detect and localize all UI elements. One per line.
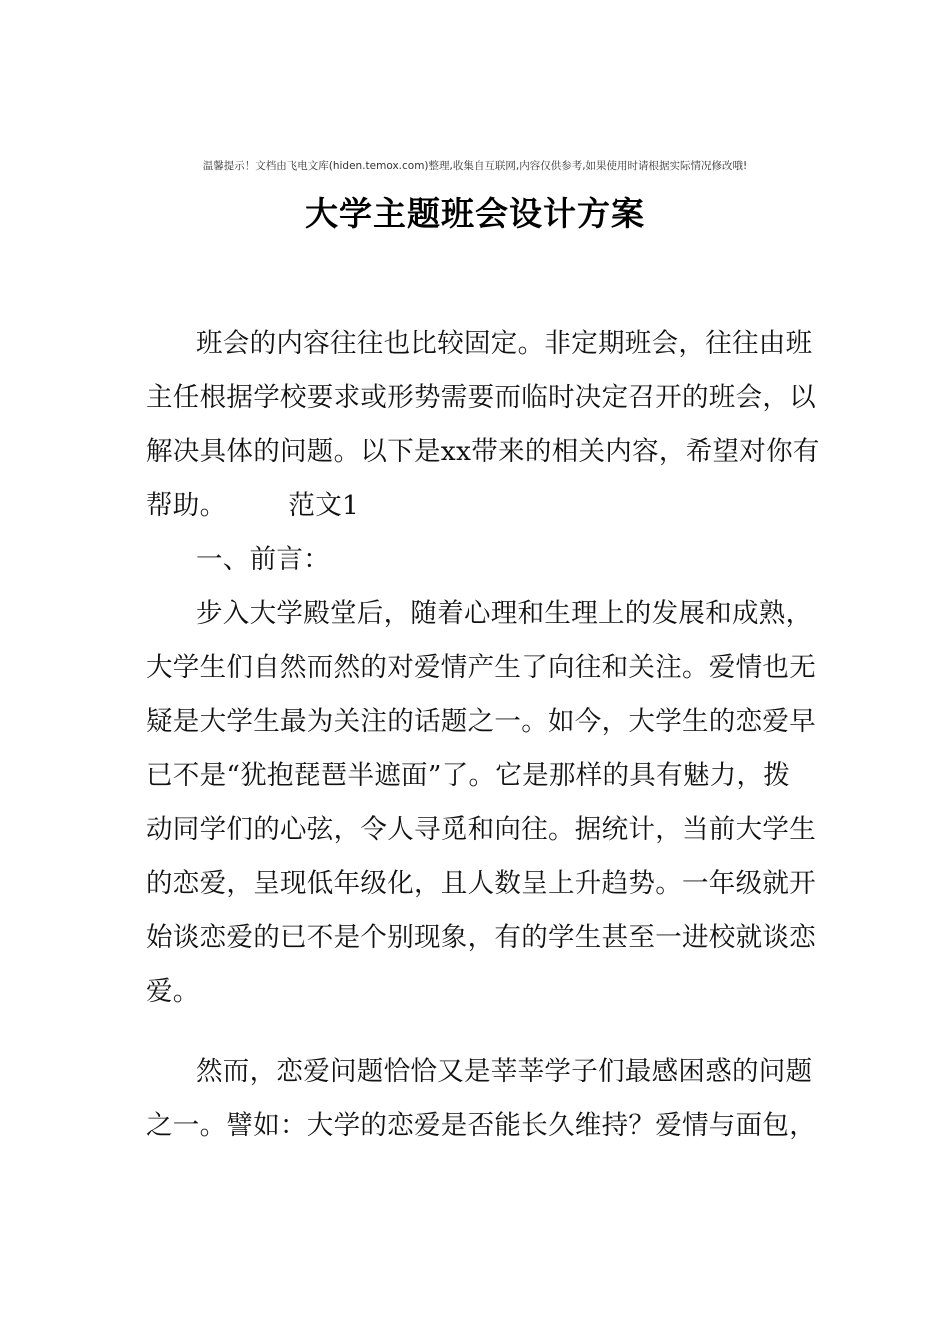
paragraph-line: 已不是“犹抱琵琶半遮面”了。它是那样的具有魅力，拨 [146,760,791,791]
paragraph-line: 主任根据学校要求或形势需要而临时决定召开的班会，以 [146,382,816,413]
paragraph-line: 疑是大学生最为关注的话题之一。如今，大学生的恋爱早 [146,706,816,737]
paragraph-line-group [146,479,806,533]
document-title: 大学主题班会设计方案 [305,194,645,233]
paragraph-line: 大学生们自然而然的对爱情产生了向往和关注。爱情也无 [146,652,816,683]
header-notice: 温馨提示！文档由飞电文库(hiden.temox.com)整理,收集自互联网,内容仅供参考,如果使用时请根据实际情况修改哦! [202,160,748,172]
paragraph-line: 步入大学殿堂后，随着心理和生理上的发展和成熟， [196,598,813,629]
paragraph-line: 班会的内容往往也比较固定。非定期班会，往往由班 [196,328,813,359]
paragraph-line: 动同学们的心弦，令人寻觅和向往。据统计，当前大学生 [146,814,816,845]
document-body [146,317,820,1153]
section-label: 范文1 [288,490,360,521]
paragraph-line: 之一。譬如：大学的恋爱是否能长久维持？爱情与面包， [146,1110,816,1141]
paragraph-line: 的恋爱，呈现低年级化，且人数呈上升趋势。一年级就开 [146,868,816,899]
paragraph-line: 然而，恋爱问题恰恰又是莘莘学子们最感困惑的问题 [196,1056,813,1087]
paragraph-line: 解决具体的问题。以下是xx带来的相关内容，希望对你有 [146,436,820,467]
paragraph-line: 始谈恋爱的已不是个别现象，有的学生甚至一进校就谈恋 [146,922,816,953]
paragraph-line: 帮助。 [146,490,227,521]
paragraph-gap [146,1019,806,1045]
paragraph-line: 爱。 [146,976,200,1007]
section-heading: 一、前言： [196,544,330,575]
